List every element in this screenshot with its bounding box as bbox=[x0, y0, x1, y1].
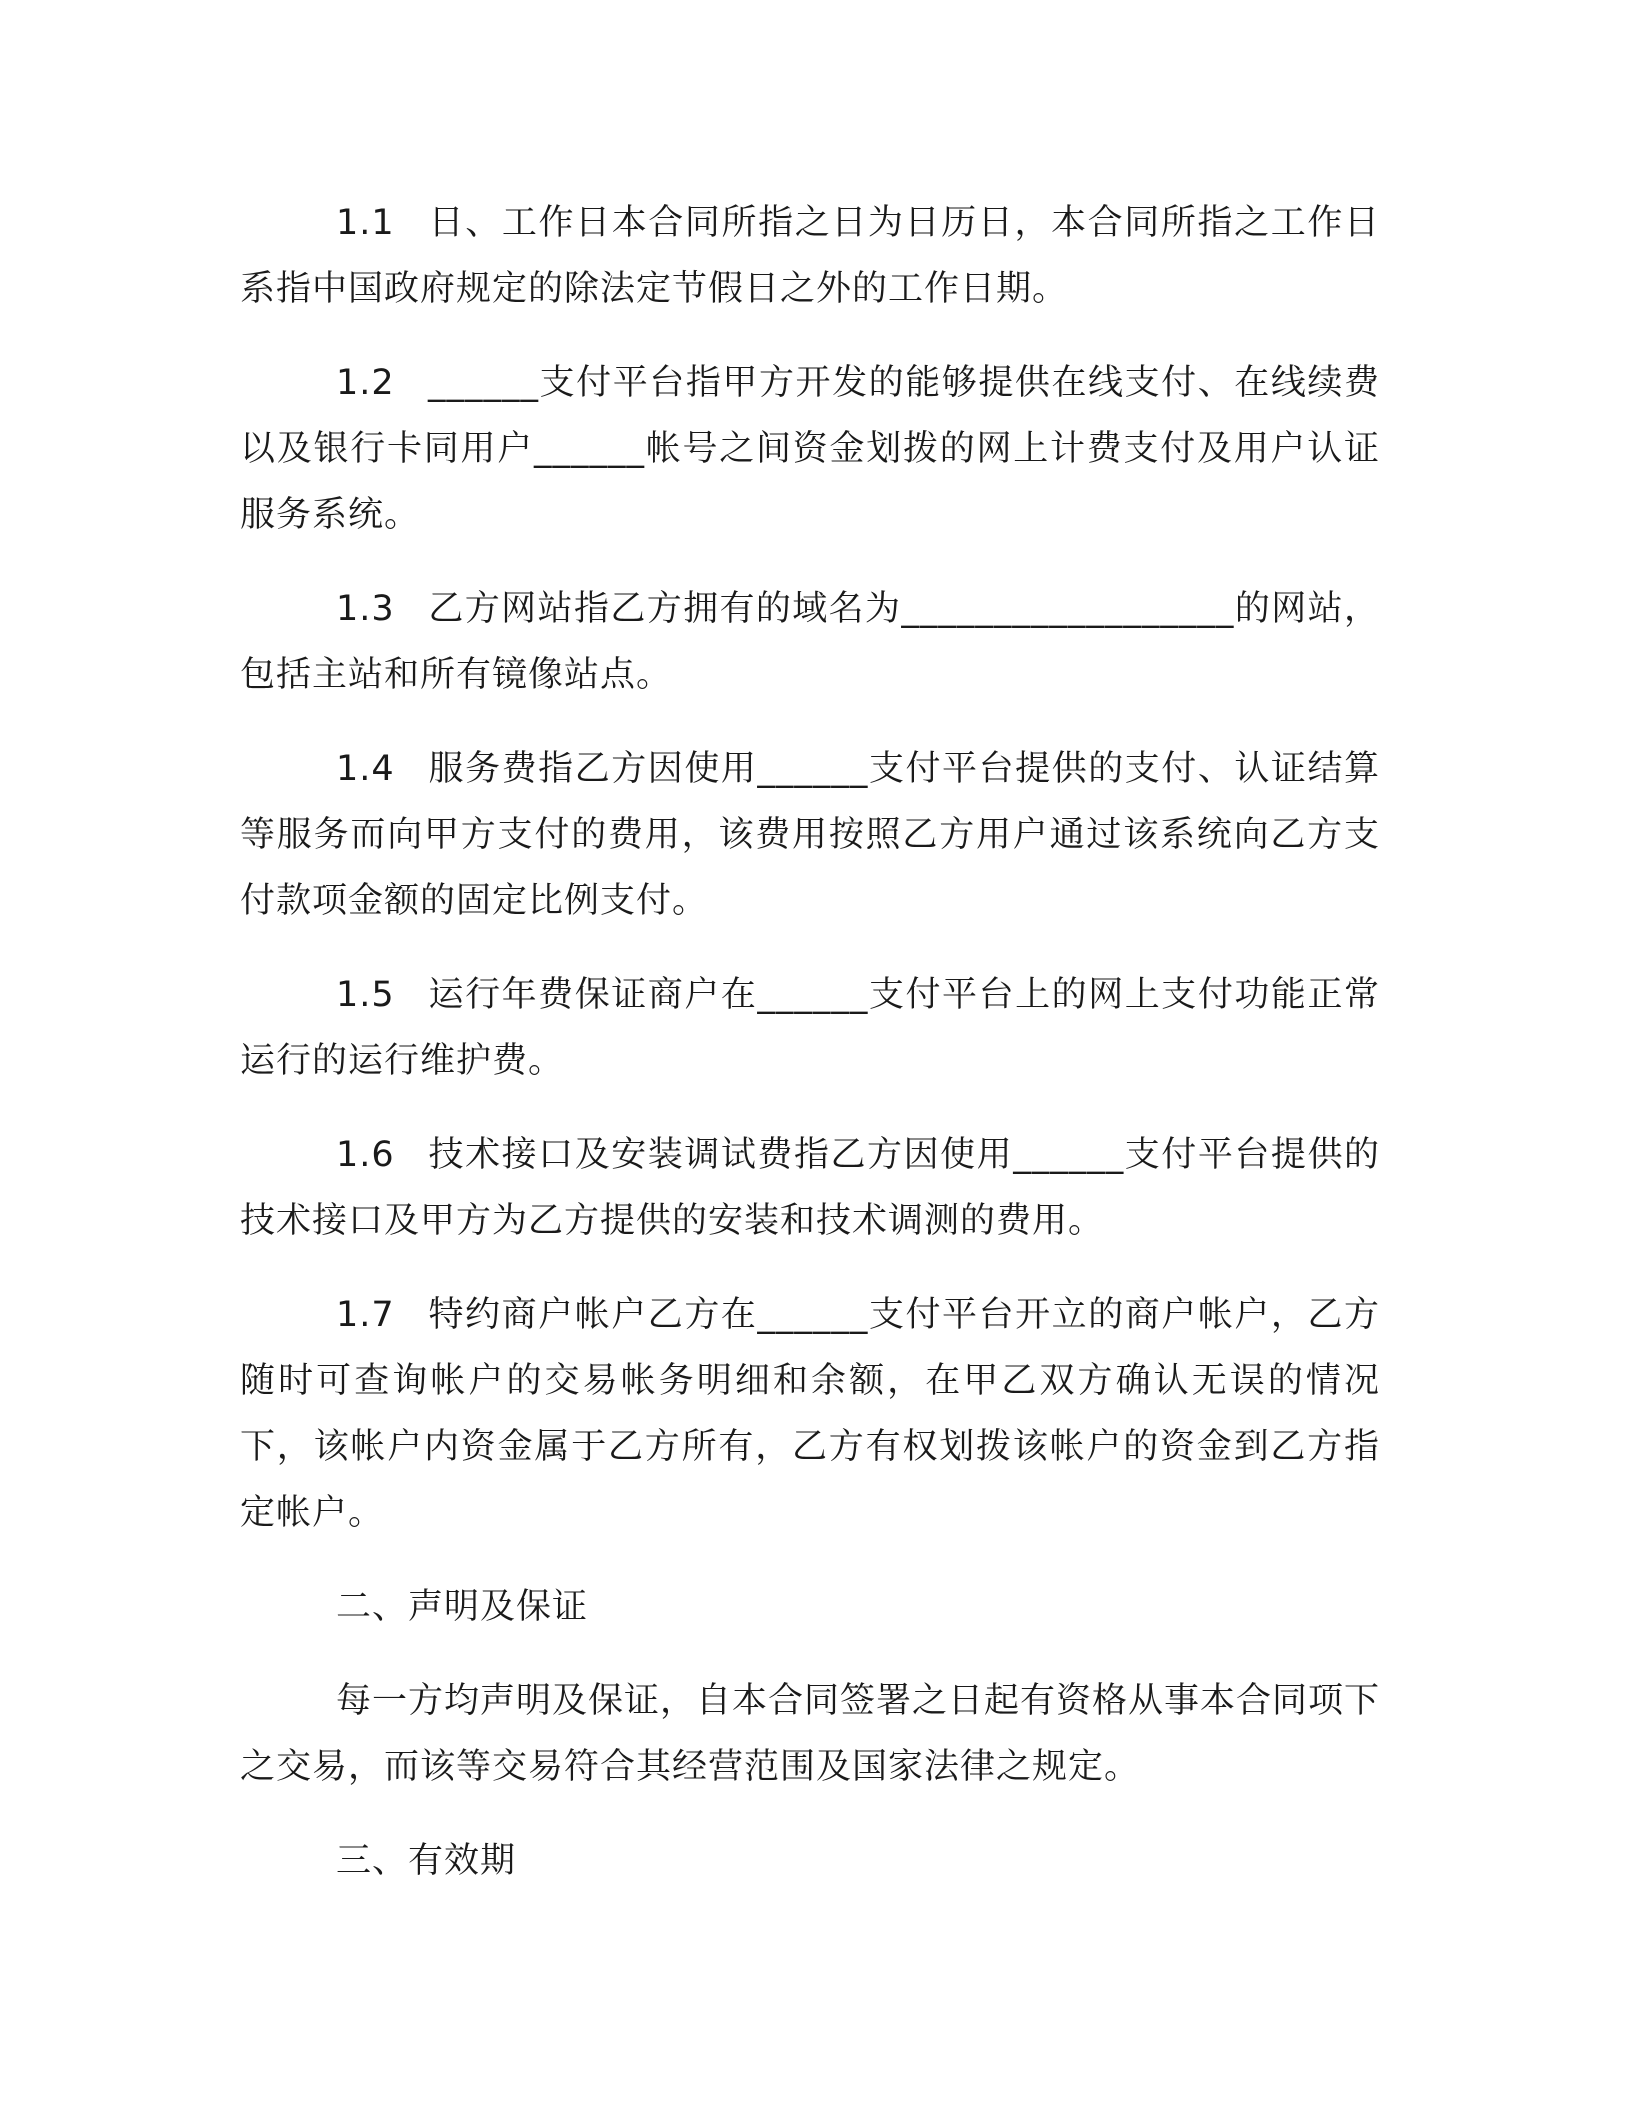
clause-1-4 bbox=[240, 736, 1380, 934]
document-page bbox=[240, 190, 1380, 1922]
clause-text: 日、工作日本合同所指之日为日历日，本合同所指之工作日系指中国政府规定的除法定节假日之外的工作日期。 bbox=[240, 203, 1380, 309]
clause-1-3 bbox=[240, 576, 1380, 708]
section-heading-declarations: 二、声明及保证 bbox=[336, 1587, 589, 1627]
clause-text: 特约商户帐户乙方在______支付平台开立的商户帐户，乙方随时可查询帐户的交易帐务明细和余额，在甲乙双方确认无误的情况下，该帐户内资金属于乙方所有，乙方有权划拨该帐户的资金到乙方指定帐户。 bbox=[240, 1295, 1380, 1533]
clause-text: ______支付平台指甲方开发的能够提供在线支付、在线续费以及银行卡同用户______帐号之间资金划拨的网上计费支付及用户认证服务系统。 bbox=[240, 363, 1380, 535]
clause-1-2 bbox=[240, 350, 1380, 548]
section-body-declarations: 每一方均声明及保证，自本合同签署之日起有资格从事本合同项下之交易，而该等交易符合其经营范围及国家法律之规定。 bbox=[240, 1681, 1381, 1787]
clause-1-5 bbox=[240, 962, 1380, 1094]
section-heading-term: 三、有效期 bbox=[336, 1841, 517, 1881]
clause-number: 1.3 bbox=[336, 589, 395, 629]
clause-text: 乙方网站指乙方拥有的域名为__________________的网站，包括主站和所有镜像站点。 bbox=[240, 589, 1380, 695]
clause-number: 1.1 bbox=[336, 203, 395, 243]
clause-number: 1.2 bbox=[336, 363, 395, 403]
clause-number: 1.5 bbox=[336, 975, 395, 1015]
clause-1-6 bbox=[240, 1122, 1380, 1254]
clause-number: 1.6 bbox=[336, 1135, 395, 1175]
clause-text: 运行年费保证商户在______支付平台上的网上支付功能正常运行的运行维护费。 bbox=[240, 975, 1380, 1081]
clause-1-1 bbox=[240, 190, 1380, 322]
clause-number: 1.4 bbox=[336, 749, 395, 789]
clause-1-7 bbox=[240, 1282, 1380, 1546]
clause-number: 1.7 bbox=[336, 1295, 395, 1335]
clause-text: 服务费指乙方因使用______支付平台提供的支付、认证结算等服务而向甲方支付的费用，该费用按照乙方用户通过该系统向乙方支付款项金额的固定比例支付。 bbox=[240, 749, 1380, 921]
clause-text: 技术接口及安装调试费指乙方因使用______支付平台提供的技术接口及甲方为乙方提供的安装和技术调测的费用。 bbox=[240, 1135, 1380, 1241]
